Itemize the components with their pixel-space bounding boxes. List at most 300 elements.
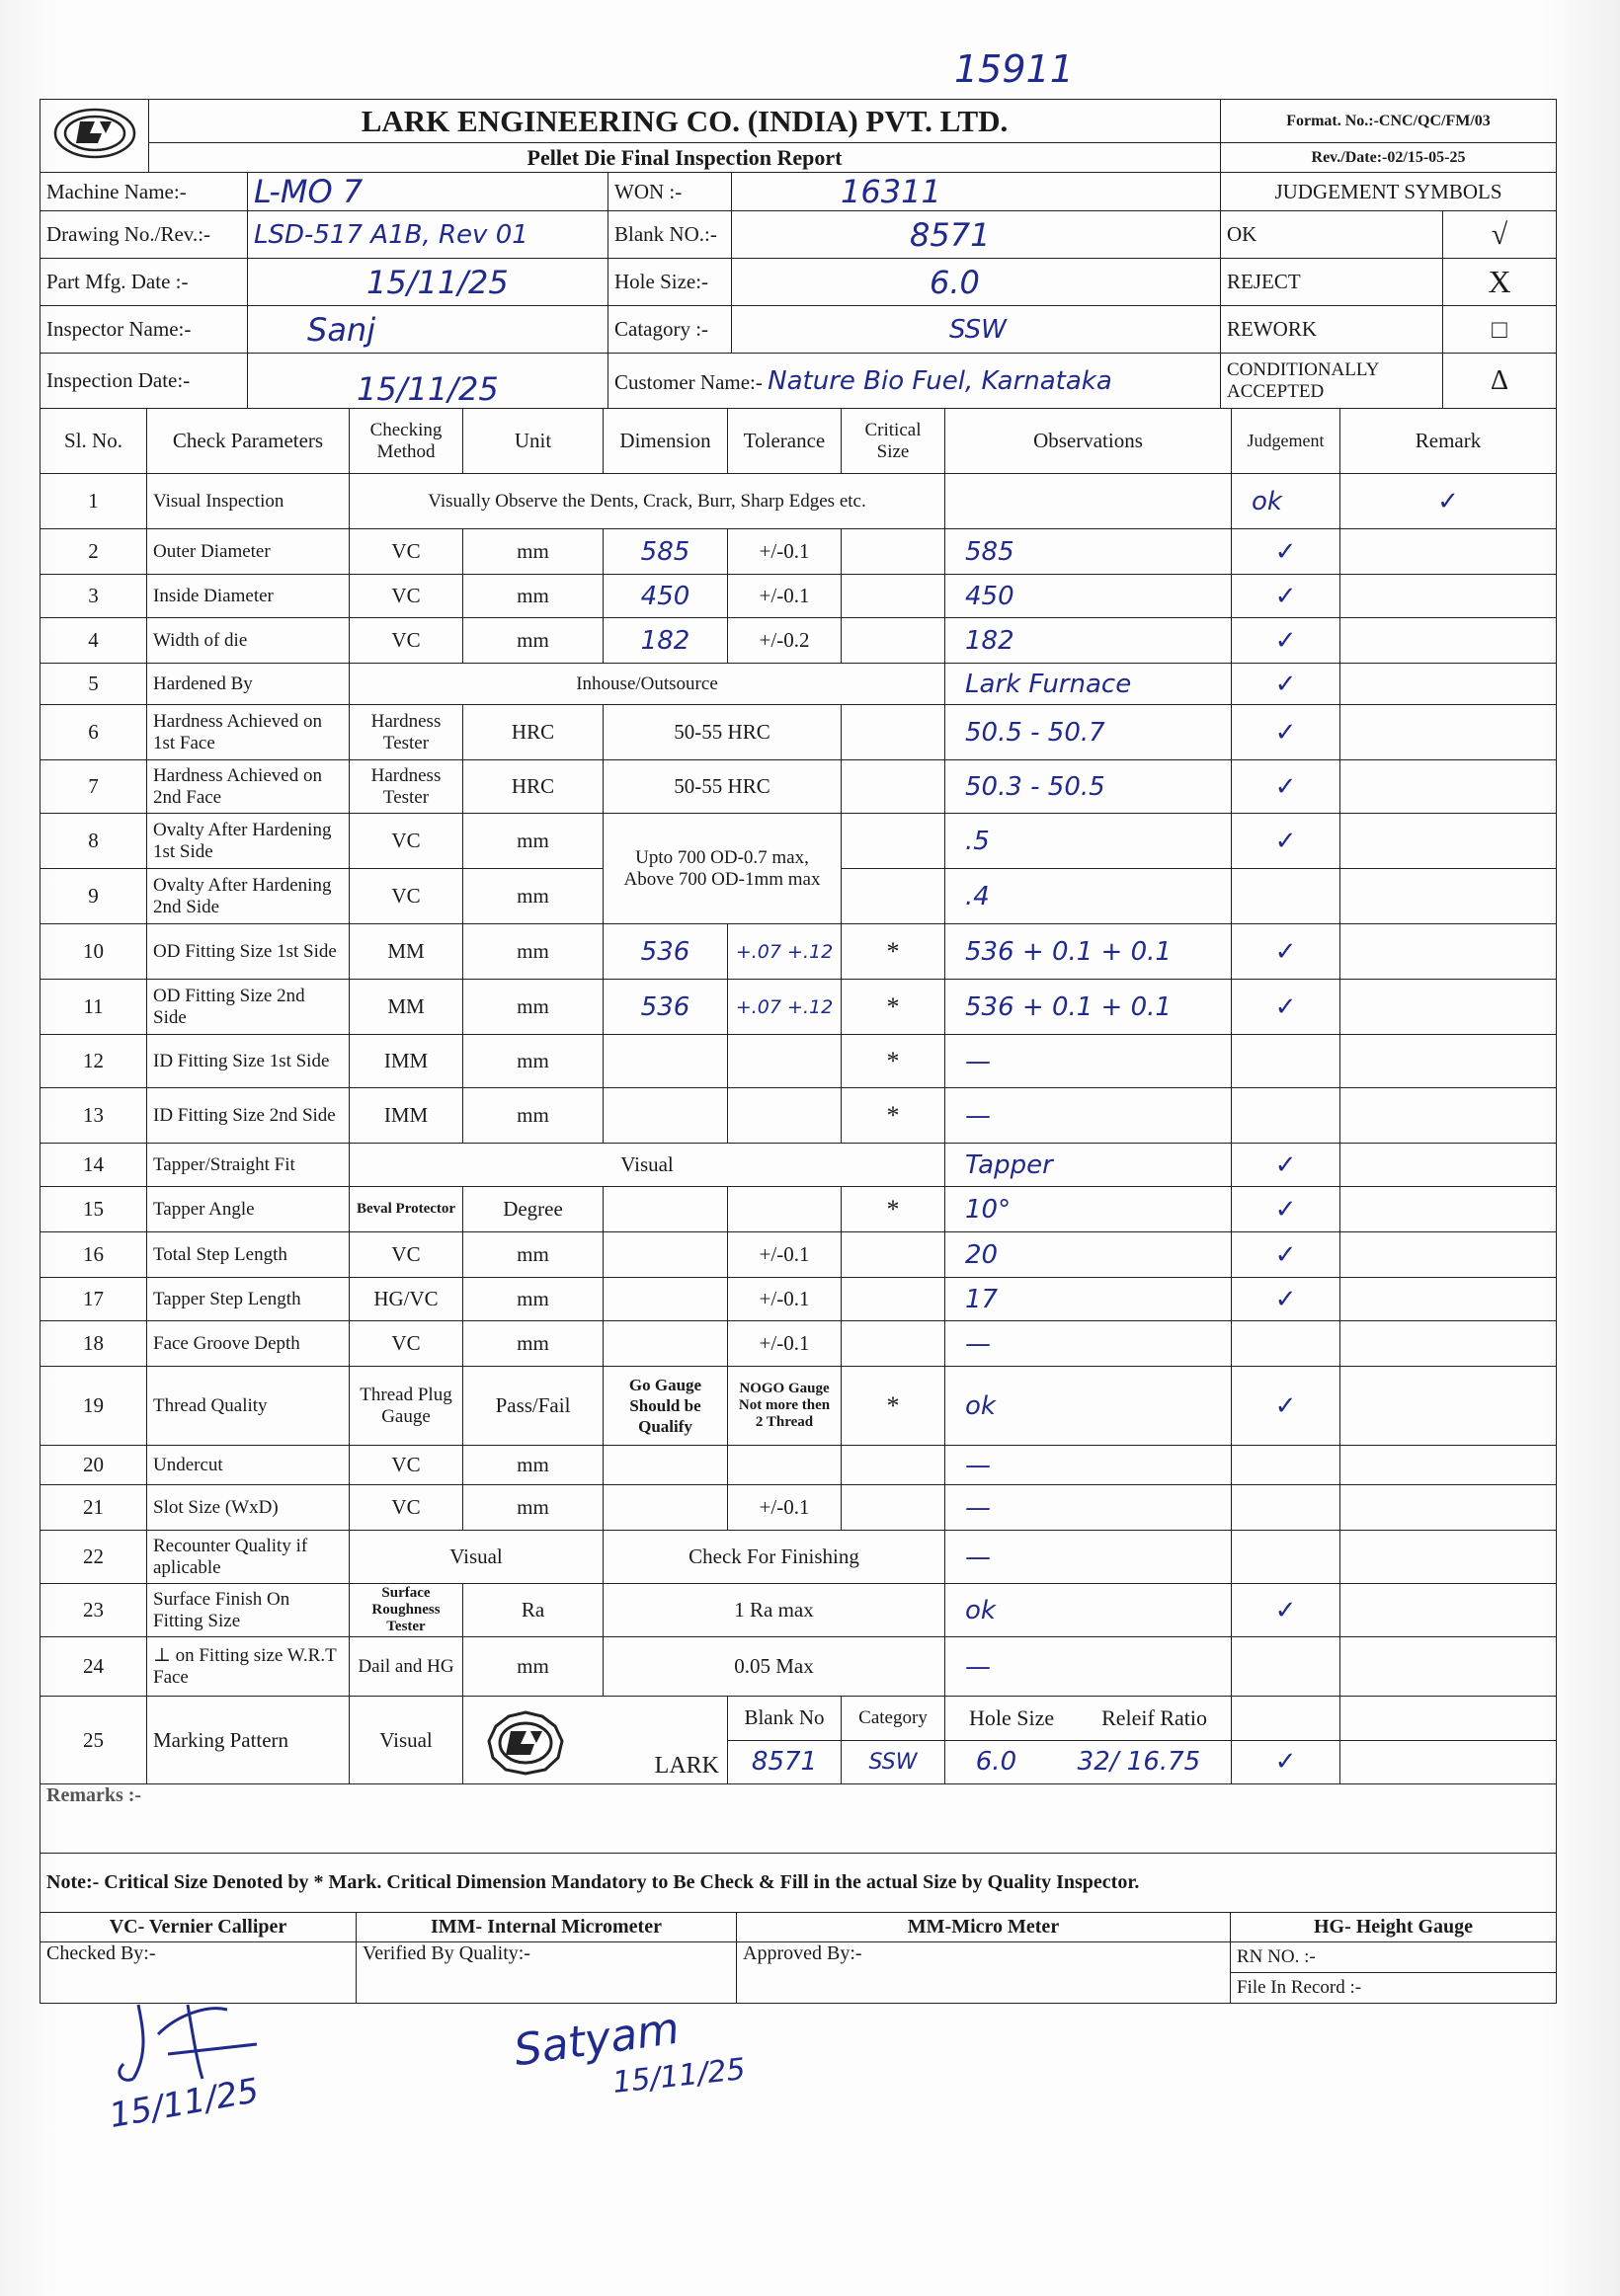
row-remark <box>1340 814 1557 869</box>
row-critical-size <box>842 618 945 664</box>
row-judgement: ✓ <box>1340 474 1557 529</box>
table-row <box>40 1367 1557 1446</box>
drawing-no-value: LSD-517 A1B, Rev 01 <box>248 211 608 259</box>
row-check-parameter: Tapper Step Length <box>147 1278 350 1321</box>
row-judgement: ✓ <box>1232 705 1340 760</box>
row-unit: mm <box>463 575 604 618</box>
row-dimension <box>604 1232 728 1278</box>
row-observation: — <box>945 1446 1232 1485</box>
table-row <box>40 474 1557 529</box>
row-check-parameter: Face Groove Depth <box>147 1321 350 1367</box>
table-row <box>40 1144 1557 1187</box>
row-judgement: ✓ <box>1232 1278 1340 1321</box>
table-row <box>40 1485 1557 1531</box>
table-row <box>40 980 1557 1035</box>
footer-table <box>40 1783 1557 2004</box>
row-unit: mm <box>463 924 604 980</box>
row-dimension: 450 <box>604 575 728 618</box>
table-row <box>40 1584 1557 1637</box>
row-unit: mm <box>463 1035 604 1088</box>
row-check-parameter: Hardness Achieved on 1st Face <box>147 705 350 760</box>
row-remark <box>1340 1367 1557 1446</box>
mfg-date-value: 15/11/25 <box>248 259 608 306</box>
row-remark <box>1340 1088 1557 1144</box>
row-remark <box>1340 1485 1557 1531</box>
row-judgement: ✓ <box>1232 618 1340 664</box>
row-checking-method: VC <box>350 575 463 618</box>
row-observation: — <box>945 1088 1232 1144</box>
table-row <box>40 705 1557 760</box>
row-critical-size <box>842 760 945 814</box>
marking-category-label: Category <box>842 1697 945 1741</box>
row-unit: mm <box>463 1088 604 1144</box>
marking-param: Marking Pattern <box>147 1697 350 1784</box>
row-remark <box>1340 575 1557 618</box>
row-critical-size <box>945 474 1232 529</box>
row-observation: — <box>945 1531 1232 1584</box>
row-check-parameter: Recounter Quality if aplicable <box>147 1531 350 1584</box>
row-judgement <box>1232 1035 1340 1088</box>
row-check-parameter: Surface Finish On Fitting Size <box>147 1584 350 1637</box>
checked-by-date: 15/11/25 <box>106 2071 263 2136</box>
row-observation: — <box>945 1637 1232 1697</box>
row-critical-size <box>842 1278 945 1321</box>
row-checking-method: MM <box>350 980 463 1035</box>
row-check-parameter: Hardened By <box>147 664 350 705</box>
row-checking-method: VC <box>350 1232 463 1278</box>
row-check-parameter: Hardness Achieved on 2nd Face <box>147 760 350 814</box>
inspection-date-value: 15/11/25 <box>248 354 608 409</box>
row-unit: mm <box>463 1446 604 1485</box>
row-check-parameter: Width of die <box>147 618 350 664</box>
row-judgement: ✓ <box>1232 1144 1340 1187</box>
row-observation: — <box>945 1321 1232 1367</box>
row-unit: HRC <box>463 705 604 760</box>
row-tolerance <box>728 1088 842 1144</box>
table-row <box>40 529 1557 575</box>
row-observation: 10° <box>945 1187 1232 1232</box>
row-sl-no: 3 <box>40 575 147 618</box>
table-row <box>40 1035 1557 1088</box>
row-checking-method: HG/VC <box>350 1278 463 1321</box>
file-in-record-label: File In Record :- <box>1237 1977 1362 1998</box>
marking-method: Visual <box>350 1697 463 1784</box>
row-dimension <box>604 1321 728 1367</box>
marking-judge-head <box>1232 1697 1340 1741</box>
top-number: 15911 <box>954 47 1074 91</box>
machine-name-label: Machine Name:- <box>40 173 248 211</box>
row-check-parameter: Inside Diameter <box>147 575 350 618</box>
row-judgement <box>1232 1088 1340 1144</box>
row-dimension: 536 <box>604 980 728 1035</box>
marking-hole-relief-head <box>945 1697 1232 1741</box>
col-judgement: Judgement <box>1232 409 1340 474</box>
row-observation: 585 <box>945 529 1232 575</box>
marking-logo-cell <box>463 1697 728 1784</box>
row-checking-method: VC <box>350 1446 463 1485</box>
inspection-table <box>40 408 1557 1784</box>
table-row <box>40 1278 1557 1321</box>
row-checking-method: VC <box>350 529 463 575</box>
marking-blank-no-value: 8571 <box>728 1740 842 1784</box>
row-sl-no: 23 <box>40 1584 147 1637</box>
marking-remark <box>1340 1740 1557 1784</box>
row-critical-size <box>842 869 945 924</box>
rn-no-label: RN NO. :- <box>1231 1942 1556 1973</box>
symbol-conditional-label: CONDITIONALLY ACCEPTED <box>1221 354 1443 409</box>
marking-remark-head <box>1340 1697 1557 1741</box>
row-remark <box>1340 1446 1557 1485</box>
row-critical-size <box>842 529 945 575</box>
approved-by-label: Approved By:- <box>737 1942 1231 2004</box>
row-observation: 20 <box>945 1232 1232 1278</box>
table-row <box>40 618 1557 664</box>
row-sl-no: 21 <box>40 1485 147 1531</box>
legend-hg: HG- Height Gauge <box>1231 1913 1557 1942</box>
company-name: LARK ENGINEERING CO. (INDIA) PVT. LTD. <box>149 100 1221 143</box>
row-tolerance: +/-0.1 <box>728 1485 842 1531</box>
row-judgement: ✓ <box>1232 924 1340 980</box>
header-table <box>40 99 1557 173</box>
row-check-parameter: Ovalty After Hardening 1st Side <box>147 814 350 869</box>
customer-cell <box>608 354 1221 409</box>
row-checking-method: IMM <box>350 1088 463 1144</box>
verified-by-label: Verified By Quality:- <box>357 1942 737 2004</box>
table-row <box>40 924 1557 980</box>
row-remark <box>1340 529 1557 575</box>
row-unit: mm <box>463 1232 604 1278</box>
row-sl-no: 10 <box>40 924 147 980</box>
row-unit: Degree <box>463 1187 604 1232</box>
symbol-reject-label: REJECT <box>1221 259 1443 306</box>
row-dimension <box>604 1187 728 1232</box>
row-check-parameter: Ovalty After Hardening 2nd Side <box>147 869 350 924</box>
row-tolerance: +.07 +.12 <box>728 980 842 1035</box>
rev-date: Rev./Date:-02/15-05-25 <box>1221 143 1557 173</box>
row-sl-no: 20 <box>40 1446 147 1485</box>
row-dimension: 1 Ra max <box>604 1584 945 1637</box>
row-checking-method: Hardness Tester <box>350 760 463 814</box>
col-check-parameters: Check Parameters <box>147 409 350 474</box>
col-remark: Remark <box>1340 409 1557 474</box>
row-sl-no: 11 <box>40 980 147 1035</box>
customer-label: Customer Name:- <box>614 369 763 394</box>
row-critical-size: * <box>842 1367 945 1446</box>
table-row <box>40 1187 1557 1232</box>
remarks-label: Remarks :- <box>40 1784 1557 1854</box>
row-checking-method: Dail and HG <box>350 1637 463 1697</box>
row-checking-method: MM <box>350 924 463 980</box>
row-remark <box>1340 705 1557 760</box>
col-tolerance: Tolerance <box>728 409 842 474</box>
row-unit: mm <box>463 529 604 575</box>
symbol-conditional-mark: Δ <box>1443 354 1557 409</box>
row-dimension: Upto 700 OD-0.7 max, Above 700 OD-1mm max <box>604 814 842 924</box>
hole-size-value: 6.0 <box>732 259 1221 306</box>
row-dimension <box>604 1278 728 1321</box>
row-sl-no: 1 <box>40 474 147 529</box>
row-tolerance: +/-0.1 <box>728 529 842 575</box>
row-dimension: 585 <box>604 529 728 575</box>
row-check-parameter: ID Fitting Size 1st Side <box>147 1035 350 1088</box>
row-remark <box>1340 618 1557 664</box>
won-label: WON :- <box>608 173 732 211</box>
row-check-parameter: Tapper/Straight Fit <box>147 1144 350 1187</box>
row-observation: 182 <box>945 618 1232 664</box>
row-remark <box>1340 1144 1557 1187</box>
row-method-span: Visually Observe the Dents, Crack, Burr, Sharp Edges etc. <box>350 474 945 529</box>
row-judgement <box>1232 869 1340 924</box>
row-checking-method: Surface Roughness Tester <box>350 1584 463 1637</box>
row-tolerance <box>728 1187 842 1232</box>
row-dimension: Check For Finishing <box>604 1531 945 1584</box>
row-check-parameter: Visual Inspection <box>147 474 350 529</box>
checked-by-label: Checked By:- <box>40 1942 357 2004</box>
col-sl-no: Sl. No. <box>40 409 147 474</box>
row-judgement: ✓ <box>1232 575 1340 618</box>
row-tolerance: +/-0.1 <box>728 575 842 618</box>
row-judgement <box>1232 1321 1340 1367</box>
table-row <box>40 1531 1557 1584</box>
row-sl-no: 4 <box>40 618 147 664</box>
row-critical-size <box>842 814 945 869</box>
row-sl-no: 9 <box>40 869 147 924</box>
row-critical-size: * <box>842 1088 945 1144</box>
row-observation: ok <box>945 1584 1232 1637</box>
row-unit: mm <box>463 618 604 664</box>
marking-hole-size-value: 6.0 <box>975 1747 1017 1778</box>
row-dimension: 0.05 Max <box>604 1637 945 1697</box>
row-critical-size <box>842 705 945 760</box>
row-dimension <box>604 1485 728 1531</box>
row-observation: — <box>945 1485 1232 1531</box>
row-remark <box>1340 1531 1557 1584</box>
row-sl-no: 7 <box>40 760 147 814</box>
won-value: 16311 <box>732 173 1221 211</box>
row-critical-size: * <box>842 1187 945 1232</box>
marking-blank-no-label: Blank No <box>728 1697 842 1741</box>
col-observations: Observations <box>945 409 1232 474</box>
row-remark <box>1340 980 1557 1035</box>
row-checking-method: Beval Protector <box>350 1187 463 1232</box>
inspector-name-value: Sanj <box>248 306 608 354</box>
row-unit: mm <box>463 980 604 1035</box>
row-judgement <box>1232 1637 1340 1697</box>
row-check-parameter: Tapper Angle <box>147 1187 350 1232</box>
row-sl-no: 16 <box>40 1232 147 1278</box>
mfg-date-label: Part Mfg. Date :- <box>40 259 248 306</box>
row-remark <box>1340 1584 1557 1637</box>
row-sl-no: 19 <box>40 1367 147 1446</box>
machine-name-value: L-MO 7 <box>248 173 608 211</box>
row-judgement: ✓ <box>1232 760 1340 814</box>
row-remark <box>1340 1278 1557 1321</box>
row-critical-size <box>842 575 945 618</box>
row-sl-no: 13 <box>40 1088 147 1144</box>
row-unit: mm <box>463 1485 604 1531</box>
row-tolerance: +/-0.2 <box>728 618 842 664</box>
row-checking-method: VC <box>350 1485 463 1531</box>
row-observation: ok <box>945 1367 1232 1446</box>
legend-imm: IMM- Internal Micrometer <box>357 1913 737 1942</box>
row-judgement: ✓ <box>1232 1584 1340 1637</box>
row-remark <box>1340 924 1557 980</box>
row-judgement: ✓ <box>1232 1232 1340 1278</box>
symbol-reject-mark: X <box>1443 259 1557 306</box>
row-judgement: ✓ <box>1232 664 1340 705</box>
drawing-no-label: Drawing No./Rev.:- <box>40 211 248 259</box>
symbol-rework-mark: □ <box>1443 306 1557 354</box>
row-judgement: ✓ <box>1232 529 1340 575</box>
col-critical-size: Critical Size <box>842 409 945 474</box>
row-remark <box>1340 664 1557 705</box>
category-label: Catagory :- <box>608 306 732 354</box>
marking-lark-logo-icon <box>471 1706 580 1780</box>
row-checking-method: VC <box>350 1321 463 1367</box>
row-critical-size: * <box>842 924 945 980</box>
row-observation: 50.3 - 50.5 <box>945 760 1232 814</box>
row-observation: Tapper <box>945 1144 1232 1187</box>
row-unit: mm <box>463 1278 604 1321</box>
category-value: SSW <box>732 306 1221 354</box>
row-check-parameter: Undercut <box>147 1446 350 1485</box>
inspection-date-label: Inspection Date:- <box>40 354 248 409</box>
col-checking-method: Checking Method <box>350 409 463 474</box>
row-method-span: Visual <box>350 1144 945 1187</box>
row-critical-size <box>842 1321 945 1367</box>
row-critical-size: * <box>842 1035 945 1088</box>
row-dimension <box>604 1446 728 1485</box>
row-sl-no: 17 <box>40 1278 147 1321</box>
info-table <box>40 172 1557 409</box>
table-row <box>40 1637 1557 1697</box>
customer-value: Nature Bio Fuel, Karnataka <box>768 365 1112 396</box>
row-critical-size <box>842 1446 945 1485</box>
row-check-parameter: OD Fitting Size 1st Side <box>147 924 350 980</box>
table-row <box>40 814 1557 869</box>
row-checking-method: IMM <box>350 1035 463 1088</box>
legend-vc: VC- Vernier Calliper <box>40 1913 357 1942</box>
row-check-parameter: Outer Diameter <box>147 529 350 575</box>
marking-judgement: ✓ <box>1232 1740 1340 1784</box>
col-dimension: Dimension <box>604 409 728 474</box>
row-dimension: Go Gauge Should be Qualify <box>604 1367 728 1446</box>
table-row <box>40 1088 1557 1144</box>
report-form <box>40 99 1556 2004</box>
row-remark <box>1340 1637 1557 1697</box>
inspector-name-label: Inspector Name:- <box>40 306 248 354</box>
row-judgement: ✓ <box>1232 1367 1340 1446</box>
row-critical-size: * <box>842 980 945 1035</box>
table-row <box>40 760 1557 814</box>
checked-by-signature <box>99 1985 296 2094</box>
row-unit: mm <box>463 869 604 924</box>
row-tolerance: NOGO Gauge Not more then 2 Thread <box>728 1367 842 1446</box>
row-checking-method: VC <box>350 814 463 869</box>
row-observation: — <box>945 1035 1232 1088</box>
blank-no-label: Blank NO.:- <box>608 211 732 259</box>
company-logo-cell <box>40 100 149 173</box>
row-judgement: ✓ <box>1232 814 1340 869</box>
row-remark <box>1340 1321 1557 1367</box>
table-row <box>40 1446 1557 1485</box>
row-sl-no: 2 <box>40 529 147 575</box>
row-dimension <box>604 1035 728 1088</box>
row-check-parameter: Total Step Length <box>147 1232 350 1278</box>
row-checking-method: VC <box>350 618 463 664</box>
row-checking-method: Thread Plug Gauge <box>350 1367 463 1446</box>
row-judgement <box>1232 1531 1340 1584</box>
row-dimension: 50-55 HRC <box>604 760 842 814</box>
row-unit: Ra <box>463 1584 604 1637</box>
marking-relief-label: Releif Ratio <box>1101 1704 1207 1730</box>
row-tolerance: +.07 +.12 <box>728 924 842 980</box>
inspection-rows <box>40 474 1557 1697</box>
row-judgement: ✓ <box>1232 980 1340 1035</box>
row-observation: 17 <box>945 1278 1232 1321</box>
row-judgement: ✓ <box>1232 1187 1340 1232</box>
row-check-parameter: OD Fitting Size 2nd Side <box>147 980 350 1035</box>
row-dimension: 182 <box>604 618 728 664</box>
symbol-ok-label: OK <box>1221 211 1443 259</box>
row-remark <box>1340 1035 1557 1088</box>
row-dimension <box>604 1088 728 1144</box>
row-observation: .4 <box>945 869 1232 924</box>
row-observation: 450 <box>945 575 1232 618</box>
row-check-parameter: Thread Quality <box>147 1367 350 1446</box>
symbol-rework-label: REWORK <box>1221 306 1443 354</box>
row-check-parameter: ⊥ on Fitting size W.R.T Face <box>147 1637 350 1697</box>
row-sl-no: 5 <box>40 664 147 705</box>
row-sl-no: 6 <box>40 705 147 760</box>
table-row <box>40 575 1557 618</box>
row-dimension: 50-55 HRC <box>604 705 842 760</box>
judgement-symbols-title: JUDGEMENT SYMBOLS <box>1221 173 1557 211</box>
row-unit: mm <box>463 814 604 869</box>
marking-category-value: SSW <box>842 1740 945 1784</box>
lark-logo-icon <box>50 104 139 163</box>
row-unit: mm <box>463 1637 604 1697</box>
row-check-parameter: Slot Size (WxD) <box>147 1485 350 1531</box>
row-observation: 536 + 0.1 + 0.1 <box>945 980 1232 1035</box>
table-row <box>40 1321 1557 1367</box>
marking-relief-value: 32/ 16.75 <box>1077 1747 1201 1778</box>
row-tolerance: +/-0.1 <box>728 1232 842 1278</box>
row-sl-no: 8 <box>40 814 147 869</box>
row-judgement <box>1232 1485 1340 1531</box>
row-observation: 50.5 - 50.7 <box>945 705 1232 760</box>
row-observation: ok <box>1232 474 1340 529</box>
row-sl-no: 15 <box>40 1187 147 1232</box>
col-unit: Unit <box>463 409 604 474</box>
row-observation: 536 + 0.1 + 0.1 <box>945 924 1232 980</box>
row-tolerance <box>728 1446 842 1485</box>
row-sl-no: 24 <box>40 1637 147 1697</box>
row-dimension: 536 <box>604 924 728 980</box>
row-sl-no: 22 <box>40 1531 147 1584</box>
record-cell <box>1231 1942 1557 2004</box>
row-unit: HRC <box>463 760 604 814</box>
row-critical-size <box>842 1485 945 1531</box>
row-tolerance: +/-0.1 <box>728 1278 842 1321</box>
row-tolerance <box>728 1035 842 1088</box>
marking-hole-size-label: Hole Size <box>968 1704 1055 1730</box>
row-method-span: Inhouse/Outsource <box>350 664 945 705</box>
row-sl-no: 14 <box>40 1144 147 1187</box>
row-unit: mm <box>463 1321 604 1367</box>
row-observation: .5 <box>945 814 1232 869</box>
hole-size-label: Hole Size:- <box>608 259 732 306</box>
